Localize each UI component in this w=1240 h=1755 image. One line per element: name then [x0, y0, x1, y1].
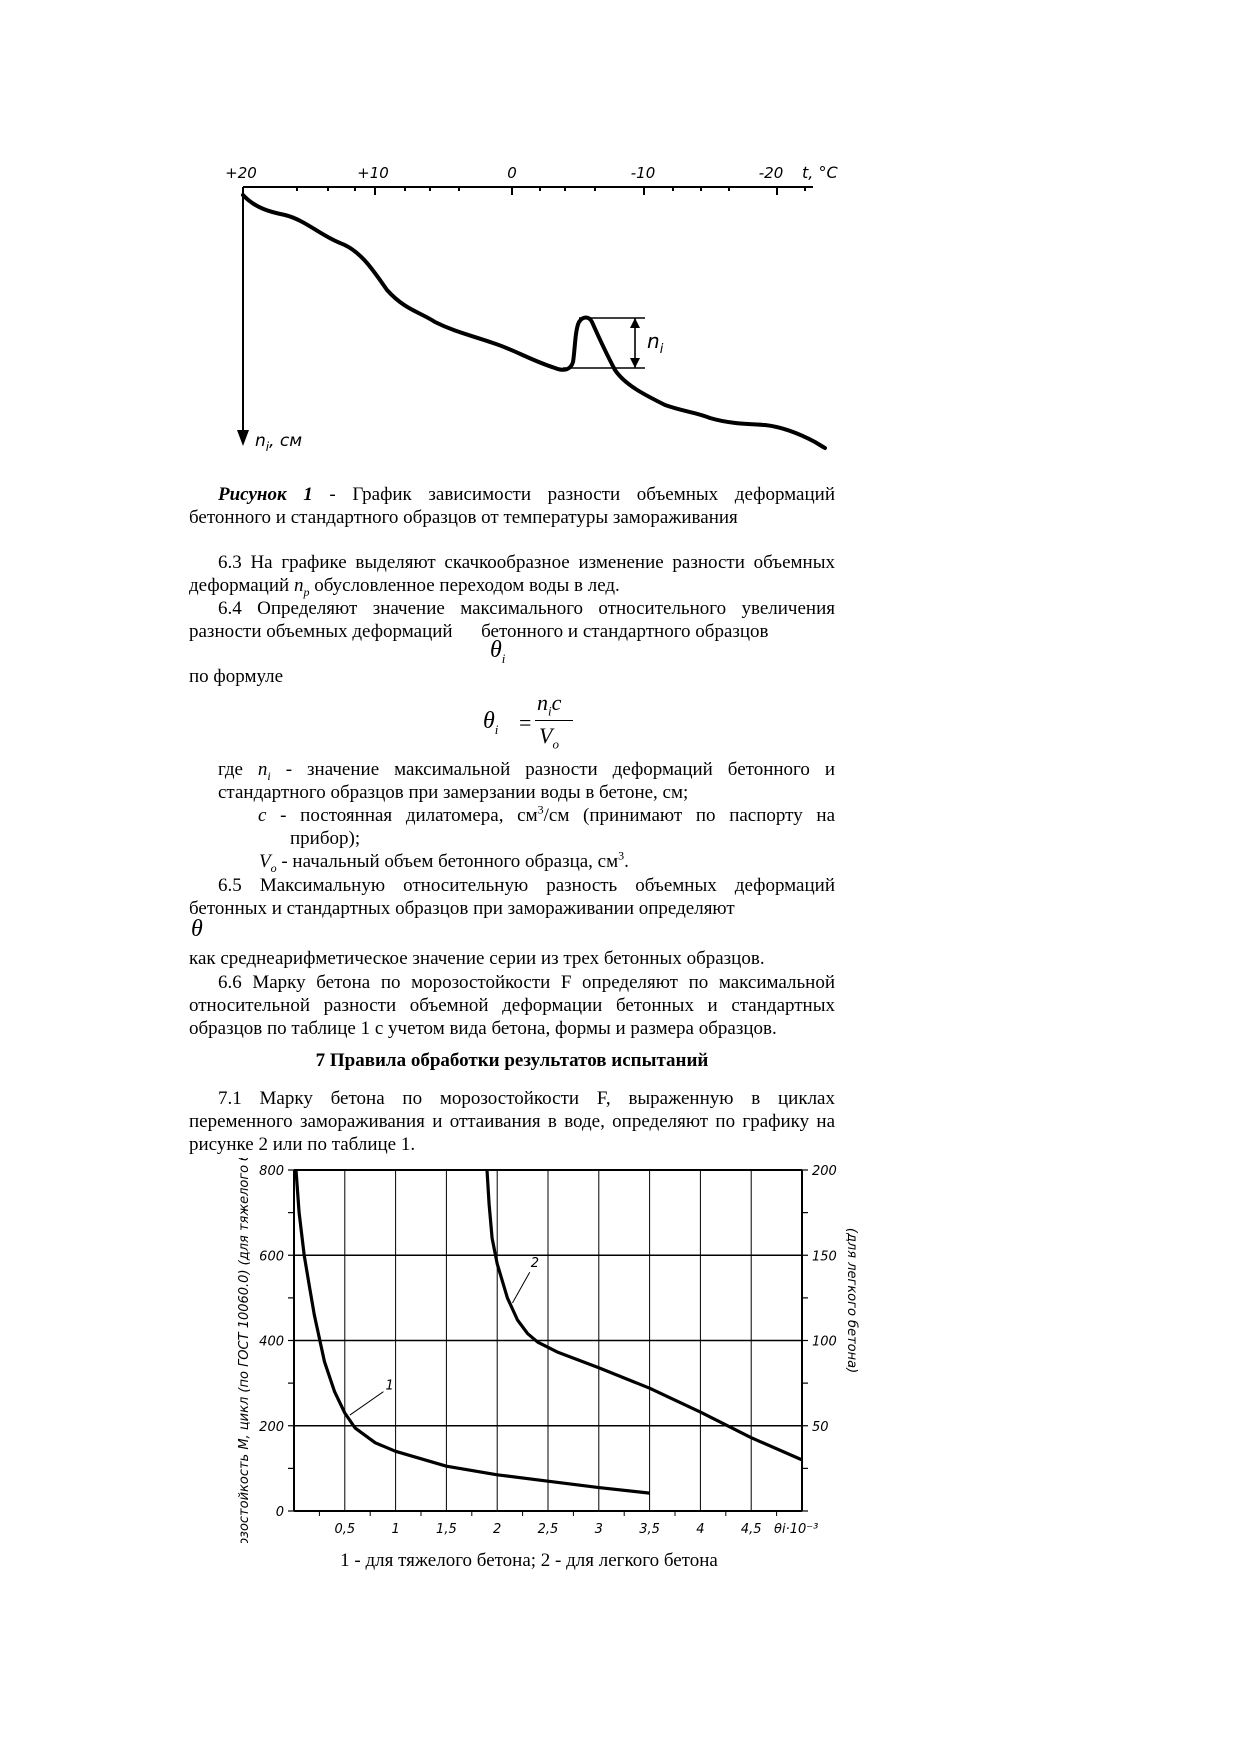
x-tick-label: 4,5: [740, 1522, 762, 1537]
series-curve-2: [487, 1170, 802, 1460]
tick-label-minus10: -10: [630, 164, 656, 182]
figure-2-caption: 1 - для тяжелого бетона; 2 - для легкого бетона: [340, 1550, 718, 1571]
formula-denominator: $V_o$: [539, 723, 559, 752]
paragraph-6-5-cont: как среднеарифметическое значение серии из трех бетонных образцов.: [189, 948, 765, 969]
y2-tick-label: 100: [812, 1334, 837, 1350]
top-axis-ticks: [243, 187, 805, 195]
paragraph-6-6: 6.6 Марку бетона по морозостойкости F определяют по максимальной относительной разности объемной деформации бетонных и стандартных образцов по таблице 1 с учетом вида бетона, формы и размера образцов.: [189, 972, 835, 1039]
p63-text-b: обусловленное переходом воды в лед.: [309, 575, 620, 596]
paragraph-7-1: 7.1 Марку бетона по морозостойкости F, выраженную в циклах переменного замораживания и оттаивания в воде, определяют по графику на рисунке 2 или по таблице 1.: [189, 1088, 835, 1155]
x-tick-label: 3: [594, 1522, 603, 1537]
tick-label-0: 0: [507, 164, 517, 182]
curve-2-label: 2: [530, 1256, 540, 1272]
curve-1-leader: [350, 1392, 384, 1415]
x-tick-label: 4: [696, 1522, 705, 1537]
y2-tick-label: 150: [812, 1249, 837, 1265]
p63-text-a: 6.3 На графике выделяют скачкообразное изменение разности объемных деформаций: [189, 552, 835, 596]
formula-theta-i: [483, 690, 603, 752]
axis-t-label: t, °C: [802, 163, 838, 182]
tick-label-minus20: -20: [758, 164, 784, 182]
y2-tick-label: 50: [812, 1419, 829, 1435]
formula-numerator: $n_ic$: [537, 690, 562, 719]
where-c-text-a: - постоянная дилатомера, см: [266, 805, 538, 826]
x-axis-label: θi·10⁻³: [774, 1522, 819, 1537]
where-c-var: с: [258, 805, 267, 826]
p63-sub: р: [303, 584, 310, 599]
where-v-var: V: [259, 851, 271, 872]
figure-2-chart: [220, 1158, 860, 1543]
curve-2-leader: [512, 1272, 529, 1303]
paragraph-6-5: 6.5 Максимальную относительную разность объемных деформаций бетонных и стандартных образцов при замораживании определяют: [189, 875, 835, 919]
chart-grid: [294, 1170, 802, 1511]
p65-theta: θ: [191, 916, 203, 942]
figure-1-caption: [189, 483, 835, 529]
p64-formula-intro: по формуле: [189, 666, 284, 687]
p64-text-b: бетонного и стандартного образцов: [481, 621, 769, 642]
where-c: [258, 804, 835, 850]
y2-tick-label: 200: [812, 1164, 837, 1179]
y-tick-label: 0: [275, 1505, 284, 1520]
figure-1: [215, 150, 845, 470]
where-v-sub: o: [270, 860, 277, 875]
paragraph-6-4: [189, 597, 835, 643]
where-c-text-b: /см (принимают по паспорту на прибор);: [290, 805, 835, 849]
x-tick-label: 1: [391, 1522, 400, 1537]
axis-n-label: $n_i$, см: [255, 431, 303, 454]
p63-var: n: [293, 575, 304, 596]
where-n-i: [218, 758, 835, 804]
x-tick-label: 2,5: [537, 1522, 559, 1537]
x-tick-label: 2: [493, 1522, 502, 1537]
where-lead: где: [218, 759, 243, 780]
where-v: [259, 850, 835, 873]
figure-1-caption-label: Рисунок 1: [218, 484, 313, 505]
tick-label-plus10: +10: [357, 164, 389, 182]
y-tick-label: 600: [259, 1249, 284, 1265]
p64-theta: [490, 637, 505, 664]
where-v-text-b: .: [624, 851, 629, 872]
deformation-curve: [243, 195, 825, 448]
where-n-var: n: [257, 759, 268, 780]
formula-equals: =: [519, 710, 532, 735]
y-axis-title: Морозостойкость М, цикл (по ГОСТ 10060.0) (для тяжелого бетона): [237, 1158, 252, 1543]
p64-text-a: 6.4 Определяют значение максимального относительного увеличения разности объемных деформаций: [189, 598, 835, 642]
tick-label-plus20: +20: [225, 164, 257, 182]
ni-label: $n_i$: [647, 329, 664, 357]
figure-2: [220, 1158, 860, 1543]
where-n-sub: i: [267, 768, 271, 783]
curve-1-label: 1: [385, 1378, 394, 1394]
axis-arrow-icon: [237, 430, 249, 446]
y-tick-label: 800: [259, 1164, 284, 1179]
chart-series: [296, 1170, 802, 1493]
y-tick-label: 200: [259, 1419, 284, 1435]
formula-fraction-bar: [535, 720, 573, 721]
y-tick-label: 400: [259, 1334, 284, 1350]
x-tick-label: 1,5: [436, 1522, 457, 1537]
where-n-text: - значение максимальной разности деформаций бетонного и стандартного образцов при замерзании воды в бетоне, см;: [218, 759, 835, 803]
formula-lhs: $\theta_i$: [483, 708, 499, 737]
y2-axis-title: (для легкого бетона): [844, 1227, 859, 1374]
series-curve-1: [296, 1170, 650, 1493]
where-v-text-a: - начальный объем бетонного образца, см: [276, 851, 619, 872]
x-tick-label: 0,5: [334, 1522, 356, 1537]
x-tick-label: 3,5: [639, 1522, 660, 1537]
paragraph-6-3: [189, 551, 835, 597]
figure-1-graph: [215, 150, 845, 470]
p64-theta-symbol: θ: [490, 637, 502, 663]
section-7-heading: 7 Правила обработки результатов испытаний: [315, 1050, 709, 1071]
p64-theta-sub: i: [501, 650, 506, 666]
where-v-sup: 3: [618, 848, 625, 863]
where-c-sup: 3: [537, 802, 544, 817]
figure-1-caption-text: - График зависимости разности объемных деформаций бетонного и стандартного образцов от температуры замораживания: [189, 484, 835, 528]
